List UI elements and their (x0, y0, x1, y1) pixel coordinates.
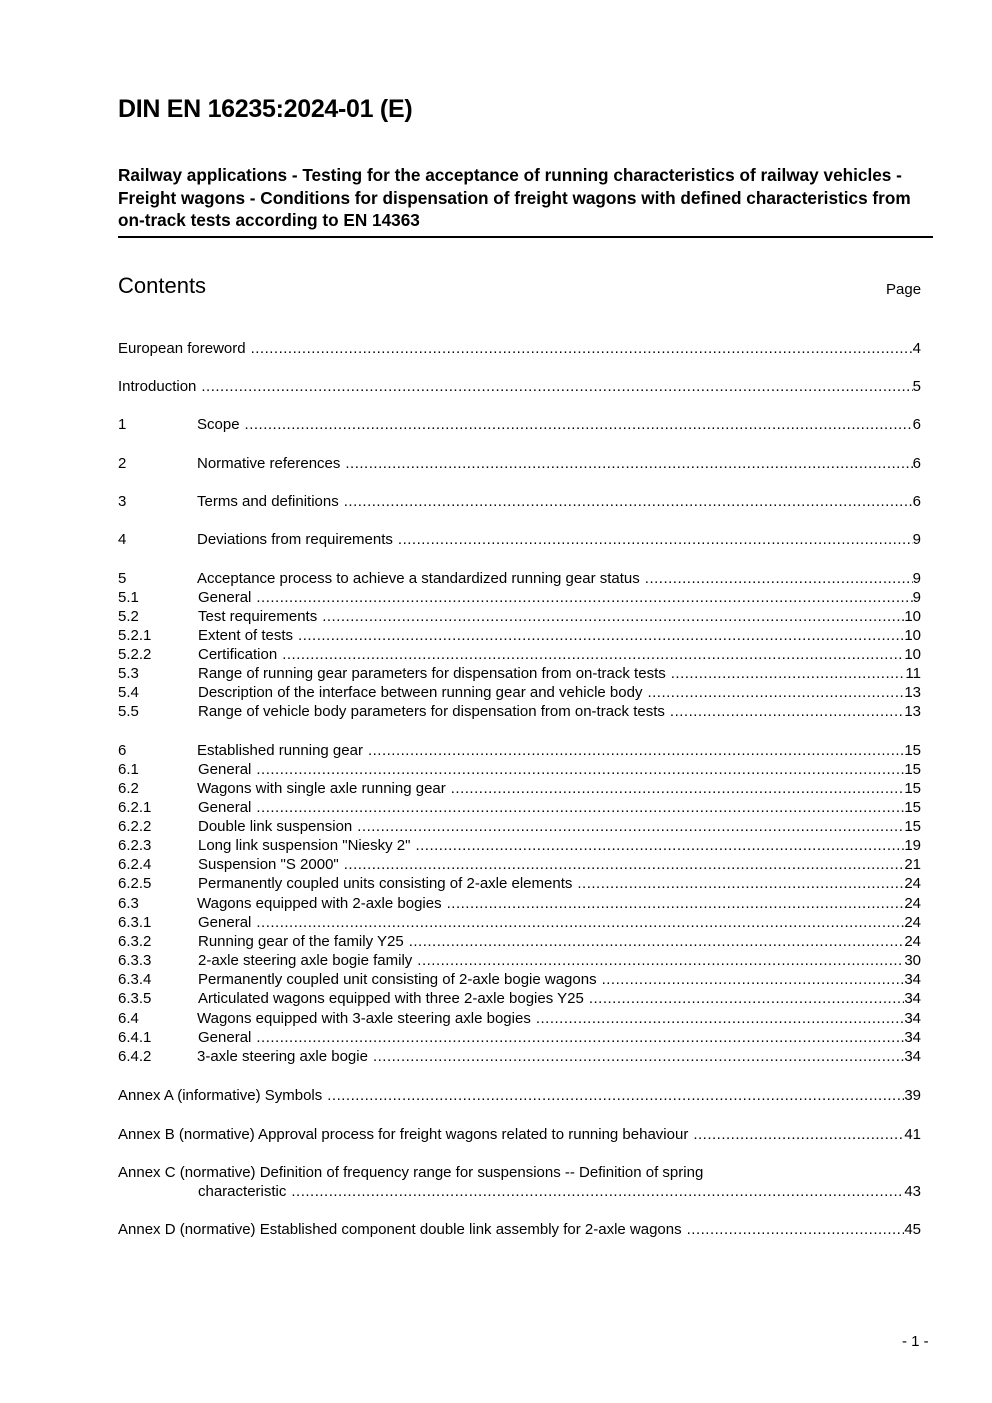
toc-entry-number: 6.4 (118, 1010, 139, 1027)
toc-entry-number: 6 (118, 742, 127, 759)
toc-entry-title: Normative references (197, 455, 341, 472)
toc-leader-dots (687, 1220, 905, 1239)
toc-leader-dots (344, 492, 913, 511)
toc-entry-number: 6.2.2 (118, 818, 152, 835)
toc-entry-page: 10 (904, 608, 921, 625)
toc-entry-title: Permanently coupled units consisting of 2-axle elements (198, 875, 573, 892)
toc-leader-dots (409, 932, 905, 951)
toc-entry-2[interactable] (118, 454, 921, 473)
toc-entry-title: Introduction (118, 378, 197, 395)
toc-entry-page: 19 (904, 837, 921, 854)
toc-entry-6-2-5[interactable] (118, 874, 921, 893)
toc-entry-page: 24 (904, 875, 921, 892)
toc-entry-page: 13 (904, 703, 921, 720)
toc-leader-dots (357, 817, 904, 836)
toc-entry-6-3[interactable] (118, 894, 921, 913)
toc-leader-dots (398, 530, 913, 549)
toc-entry-6-4-2[interactable] (118, 1047, 921, 1066)
toc-entry-title: Double link suspension (198, 818, 353, 835)
toc-entry-number: 6.3 (118, 895, 139, 912)
toc-entry-number: 6.2.3 (118, 837, 152, 854)
toc-entry-title: characteristic (198, 1183, 287, 1200)
toc-entry-number: 5.2.2 (118, 646, 152, 663)
toc-leader-dots (373, 1047, 904, 1066)
toc-entry-title: Acceptance process to achieve a standardized running gear status (197, 570, 640, 587)
toc-entry-page: 34 (904, 990, 921, 1007)
toc-entry-title: Annex A (informative) Symbols (118, 1087, 323, 1104)
toc-entry-annex-d[interactable] (118, 1220, 921, 1239)
toc-entry-6-2-4[interactable] (118, 855, 921, 874)
toc-leader-dots (345, 454, 912, 473)
toc-entry-6-4-1[interactable] (118, 1028, 921, 1047)
page-number: - 1 - (902, 1333, 929, 1350)
toc-leader-dots (447, 894, 905, 913)
toc-entry-title: General (198, 914, 252, 931)
toc-entry-title: Description of the interface between running gear and vehicle body (198, 684, 643, 701)
toc-entry-title: Permanently coupled unit consisting of 2-axle bogie wagons (198, 971, 597, 988)
toc-entry-page: 9 (912, 531, 921, 548)
toc-entry-6-3-5[interactable] (118, 989, 921, 1008)
toc-entry-page: 9 (912, 570, 921, 587)
toc-leader-dots (245, 415, 913, 434)
toc-entry-page: 6 (912, 455, 921, 472)
toc-entry-title: 2-axle steering axle bogie family (198, 952, 413, 969)
toc-entry-number: 5.2.1 (118, 627, 152, 644)
toc-entry-introduction[interactable] (118, 377, 921, 396)
toc-entry-annex-a[interactable] (118, 1086, 921, 1105)
toc-entry-page: 10 (904, 627, 921, 644)
toc-entry-number: 6.3.4 (118, 971, 152, 988)
toc-leader-dots (291, 1182, 904, 1201)
toc-entry-title: Certification (198, 646, 278, 663)
toc-leader-dots (256, 588, 912, 607)
toc-entry-number: 6.1 (118, 761, 139, 778)
toc-entry-page: 6 (912, 493, 921, 510)
contents-heading: Contents (118, 273, 207, 298)
toc-entry-1[interactable] (118, 415, 921, 434)
toc-entry-page: 34 (904, 1048, 921, 1065)
toc-leader-dots (282, 645, 904, 664)
toc-entry-annex-c[interactable] (118, 1182, 921, 1201)
toc-entry-page: 15 (904, 780, 921, 797)
toc-entry-title: Range of running gear parameters for dispensation from on-track tests (198, 665, 666, 682)
toc-entry-page: 24 (904, 933, 921, 950)
toc-entry-title: Scope (197, 416, 240, 433)
toc-leader-dots (256, 760, 904, 779)
toc-entry-5-1[interactable] (118, 588, 921, 607)
toc-entry-6-4[interactable] (118, 1009, 921, 1028)
page-column-label: Page (886, 281, 922, 298)
toc-entry-page: 39 (904, 1087, 921, 1104)
toc-entry-6-3-4[interactable] (118, 970, 921, 989)
toc-entry-6-3-3[interactable] (118, 951, 921, 970)
toc-entry-page: 4 (912, 340, 921, 357)
toc-leader-dots (536, 1009, 904, 1028)
toc-entry-6-3-1[interactable] (118, 913, 921, 932)
toc-entry-number: 5.4 (118, 684, 139, 701)
toc-entry-number: 6.2.1 (118, 799, 152, 816)
toc-entry-number: 6.3.5 (118, 990, 152, 1007)
toc-entry-page: 13 (904, 684, 921, 701)
toc-entry-number: 6.4.2 (118, 1048, 152, 1065)
toc-entry-foreword[interactable] (118, 339, 921, 358)
toc-entry-title: Wagons with single axle running gear (197, 780, 446, 797)
toc-entry-5-3[interactable] (118, 664, 921, 683)
toc-entry-page: 30 (904, 952, 921, 969)
document-id: DIN EN 16235:2024-01 (E) (118, 95, 413, 123)
toc-entry-number: 6.3.3 (118, 952, 152, 969)
toc-leader-dots (251, 339, 913, 358)
toc-entry-title: General (198, 589, 252, 606)
toc-entry-6-2-2[interactable] (118, 817, 921, 836)
toc-entry-page: 15 (904, 818, 921, 835)
toc-entry-title: Test requirements (198, 608, 318, 625)
toc-entry-3[interactable] (118, 492, 921, 511)
toc-entry-page: 9 (912, 589, 921, 606)
toc-entry-number: 6.2.5 (118, 875, 152, 892)
toc-entry-number: 6.2 (118, 780, 139, 797)
toc-entry-6[interactable] (118, 741, 921, 760)
toc-entry-title: Suspension "S 2000" (198, 856, 339, 873)
toc-entry-number: 1 (118, 416, 127, 433)
toc-leader-dots (322, 607, 904, 626)
toc-leader-dots (368, 741, 904, 760)
toc-leader-dots (671, 664, 906, 683)
toc-entry-title: Wagons equipped with 3-axle steering axle bogies (197, 1010, 531, 1027)
toc-entry-number: 4 (118, 531, 127, 548)
toc-entry-page: 41 (904, 1126, 921, 1143)
toc-entry-title: Annex D (normative) Established component double link assembly for 2-axle wagons (118, 1221, 682, 1238)
toc-entry-title: Running gear of the family Y25 (198, 933, 404, 950)
toc-entry-number: 5.3 (118, 665, 139, 682)
toc-leader-dots (256, 1028, 904, 1047)
toc-entry-number: 5 (118, 570, 127, 587)
toc-entry-page: 10 (904, 646, 921, 663)
toc-entry-page: 24 (904, 895, 921, 912)
toc-entry-6-2-1[interactable] (118, 798, 921, 817)
toc-leader-dots (415, 836, 904, 855)
toc-entry-title: Deviations from requirements (197, 531, 393, 548)
toc-leader-dots (201, 377, 912, 396)
toc-entry-title: Wagons equipped with 2-axle bogies (197, 895, 442, 912)
toc-entry-title: Range of vehicle body parameters for dispensation from on-track tests (198, 703, 665, 720)
toc-entry-4[interactable] (118, 530, 921, 549)
toc-entry-annex-c-title[interactable]: Annex C (normative) Definition of frequency range for suspensions -- Definition of spring (118, 1164, 704, 1181)
toc-entry-5[interactable] (118, 569, 921, 588)
toc-leader-dots (327, 1086, 904, 1105)
toc-entry-6-1[interactable] (118, 760, 921, 779)
toc-leader-dots (256, 913, 904, 932)
toc-entry-number: 6.3.1 (118, 914, 152, 931)
toc-entry-page: 21 (904, 856, 921, 873)
toc-leader-dots (577, 874, 904, 893)
document-title: Railway applications - Testing for the acceptance of running characteristics of railway vehicles - Freight wagons - Conditions for dispensation of freight wagons with defined characteristics from on-track tests according to EN 14363 (118, 164, 933, 238)
toc-leader-dots (417, 951, 904, 970)
toc-entry-title: 3-axle steering axle bogie (197, 1048, 368, 1065)
toc-entry-number: 5.1 (118, 589, 139, 606)
toc-entry-number: 3 (118, 493, 127, 510)
toc-entry-title: Extent of tests (198, 627, 294, 644)
toc-entry-page: 6 (912, 416, 921, 433)
toc-entry-page: 43 (904, 1183, 921, 1200)
toc-entry-page: 15 (904, 761, 921, 778)
toc-entry-number: 2 (118, 455, 127, 472)
toc-entry-6-2-3[interactable] (118, 836, 921, 855)
toc-entry-title: European foreword (118, 340, 246, 357)
toc-entry-title: Annex B (normative) Approval process for freight wagons related to running behaviour (118, 1126, 689, 1143)
toc-entry-6-3-2[interactable] (118, 932, 921, 951)
toc-leader-dots (451, 779, 905, 798)
toc-entry-title: Established running gear (197, 742, 363, 759)
toc-entry-5-2-2[interactable] (118, 645, 921, 664)
toc-entry-page: 11 (905, 665, 921, 682)
toc-entry-number: 6.2.4 (118, 856, 152, 873)
toc-entry-page: 24 (904, 914, 921, 931)
toc-leader-dots (344, 855, 905, 874)
toc-entry-page: 34 (904, 1010, 921, 1027)
toc-entry-title: Terms and definitions (197, 493, 339, 510)
toc-entry-6-2[interactable] (118, 779, 921, 798)
toc-leader-dots (256, 798, 904, 817)
toc-entry-title: Long link suspension "Niesky 2" (198, 837, 411, 854)
toc-entry-page: 15 (904, 799, 921, 816)
toc-entry-5-2-1[interactable] (118, 626, 921, 645)
toc-entry-page: 45 (904, 1221, 921, 1238)
toc-entry-page: 15 (904, 742, 921, 759)
toc-entry-title: General (198, 1029, 252, 1046)
toc-entry-page: 34 (904, 1029, 921, 1046)
toc-entry-number: 5.5 (118, 703, 139, 720)
toc-entry-number: 6.4.1 (118, 1029, 152, 1046)
toc-leader-dots (670, 702, 904, 721)
toc-leader-dots (298, 626, 904, 645)
toc-entry-number: 6.3.2 (118, 933, 152, 950)
toc-entry-title: General (198, 761, 252, 778)
toc-entry-title: Articulated wagons equipped with three 2-axle bogies Y25 (198, 990, 584, 1007)
toc-entry-5-2[interactable] (118, 607, 921, 626)
toc-entry-5-4[interactable] (118, 683, 921, 702)
toc-leader-dots (693, 1125, 904, 1144)
toc-entry-number: 5.2 (118, 608, 139, 625)
toc-leader-dots (647, 683, 904, 702)
toc-entry-5-5[interactable] (118, 702, 921, 721)
toc-entry-page: 34 (904, 971, 921, 988)
toc-leader-dots (602, 970, 905, 989)
toc-leader-dots (645, 569, 913, 588)
toc-entry-title: General (198, 799, 252, 816)
toc-entry-annex-b[interactable] (118, 1125, 921, 1144)
toc-entry-page: 5 (912, 378, 921, 395)
toc-leader-dots (589, 989, 905, 1008)
